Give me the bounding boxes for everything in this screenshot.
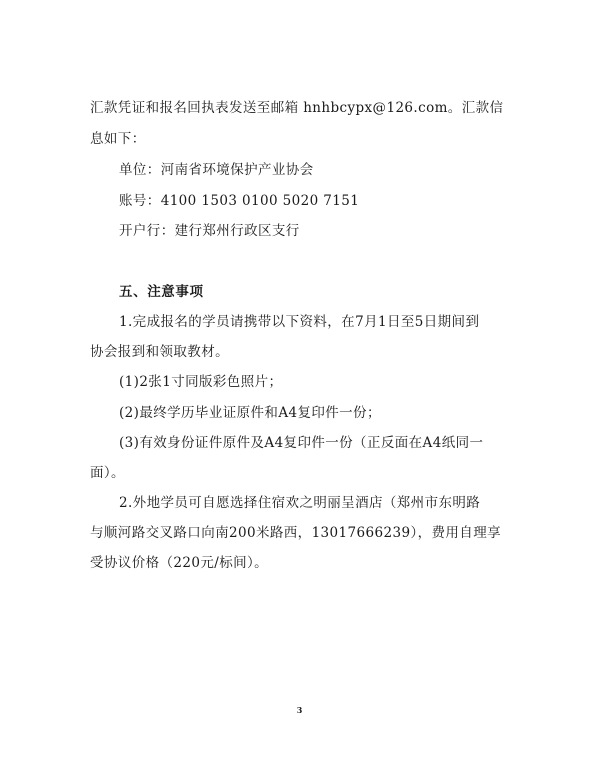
page-number: 3 bbox=[296, 705, 303, 715]
account-line: 账号：4100 1503 0100 5020 7151 bbox=[119, 193, 360, 209]
item-1-line-1: 1.完成报名的学员请携带以下资料，在7月1日至5日期间到 bbox=[119, 314, 480, 330]
item-1-line-2: 协会报到和领取教材。 bbox=[90, 344, 229, 360]
sub-item-3-line-1: (3)有效身份证件原件及A4复印件一份（正反面在A4纸同一 bbox=[119, 435, 484, 451]
remit-paragraph-line-2: 息如下： bbox=[90, 131, 146, 147]
sub-item-1: (1)2张1寸同版彩色照片； bbox=[119, 374, 283, 390]
sub-item-3-line-2: 面）。 bbox=[90, 465, 125, 481]
item-2-line-1: 2.外地学员可自愿选择住宿欢之明丽呈酒店（郑州市东明路 bbox=[119, 495, 481, 511]
bank-line: 开户行：建行郑州行政区支行 bbox=[119, 223, 300, 239]
item-2-line-3: 受协议价格（220元/标间）。 bbox=[90, 555, 269, 571]
sub-item-2: (2)最终学历毕业证原件和A4复印件一份； bbox=[119, 405, 381, 421]
unit-line: 单位：河南省环境保护产业协会 bbox=[119, 162, 314, 178]
remit-paragraph-line-1: 汇款凭证和报名回执表发送至邮箱 hnhbcypx@126.com。汇款信 bbox=[90, 100, 504, 116]
item-2-line-2: 与顺河路交叉路口向南200米路西，13017666239），费用自理享 bbox=[90, 525, 501, 541]
section-heading: 五、注意事项 bbox=[119, 284, 204, 300]
